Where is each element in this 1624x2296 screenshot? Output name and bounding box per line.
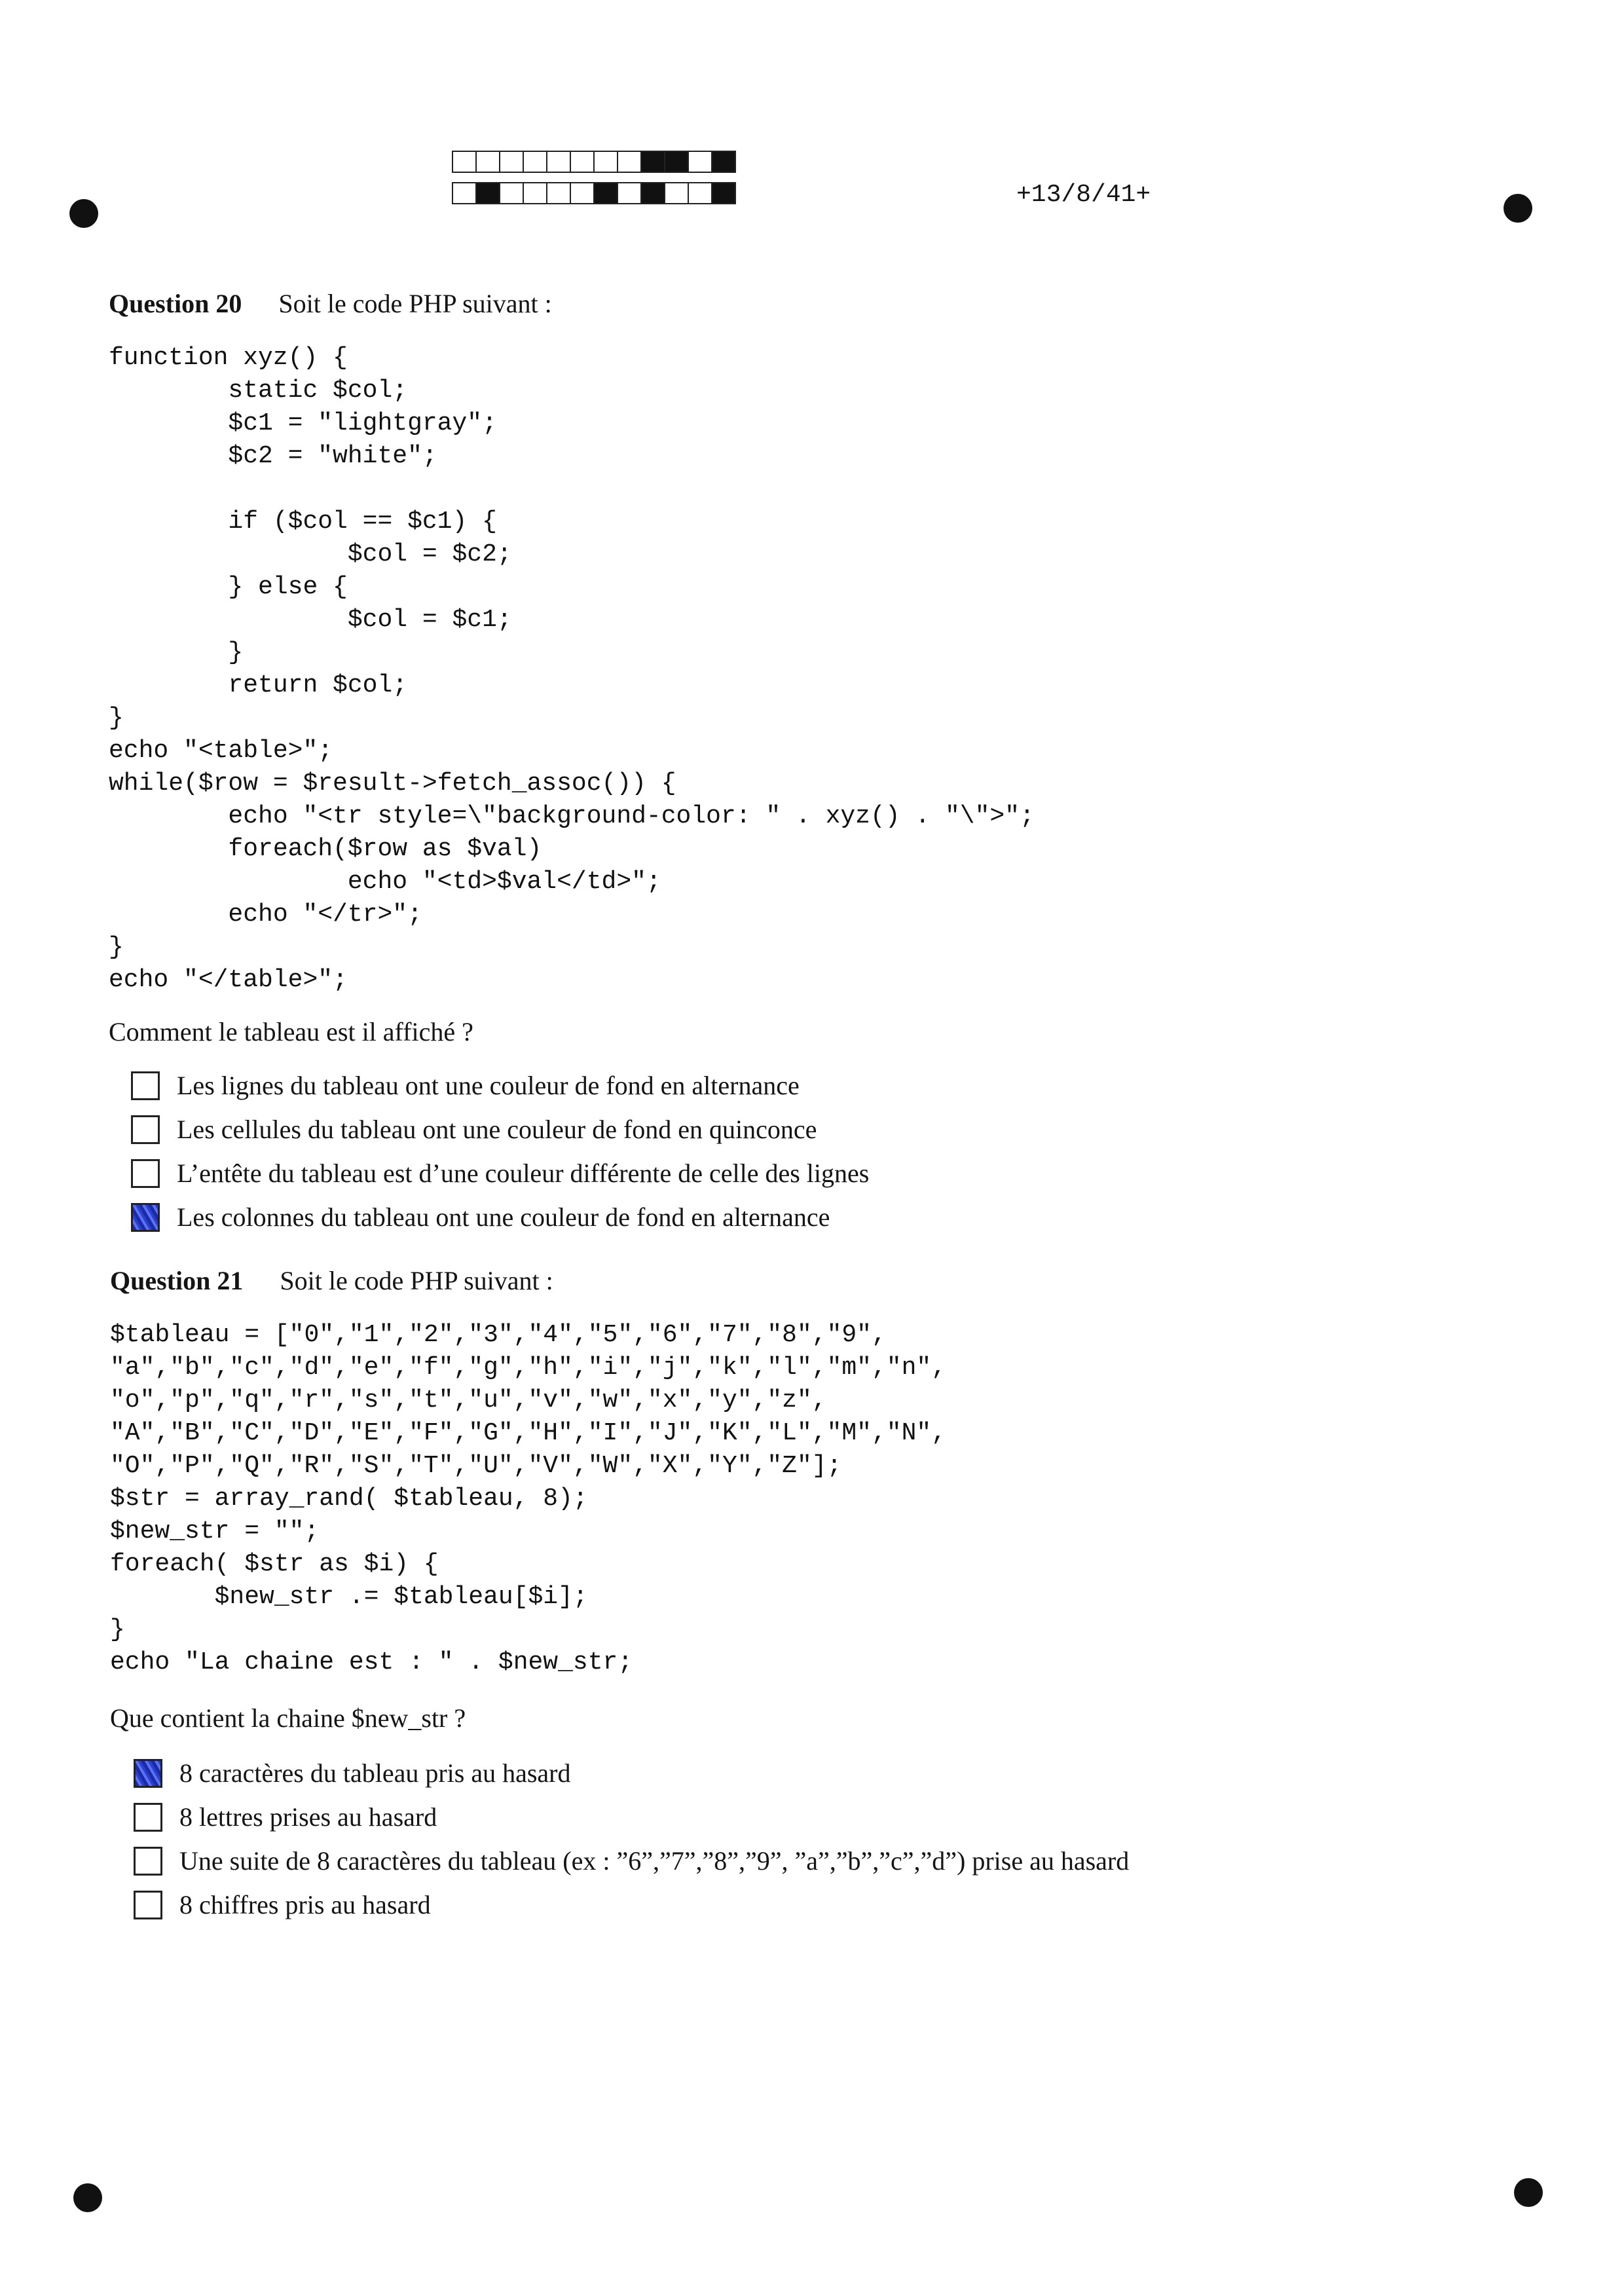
barcode-cell <box>593 151 618 173</box>
corner-mark-bottom-right <box>1514 2178 1543 2207</box>
checkbox[interactable] <box>134 1803 162 1832</box>
barcode-cell <box>640 182 665 204</box>
barcode-row <box>452 151 735 173</box>
barcode-cell <box>452 182 477 204</box>
answer-option[interactable] <box>131 1195 869 1239</box>
barcode-cell <box>711 182 736 204</box>
barcode-cell <box>593 182 618 204</box>
barcode-cell <box>711 151 736 173</box>
barcode-cell <box>499 182 524 204</box>
question-intro: Soit le code PHP suivant : <box>278 289 552 318</box>
question-prompt: Comment le tableau est il affiché ? <box>109 1017 473 1046</box>
barcode-cell <box>688 151 712 173</box>
barcode-cell <box>617 182 642 204</box>
checkbox[interactable] <box>134 1847 162 1876</box>
answer-label: Les lignes du tableau ont une couleur de fond en alternance <box>177 1071 800 1100</box>
answer-label: L’entête du tableau est d’une couleur différente de celle des lignes <box>177 1158 870 1188</box>
answer-list <box>131 1064 869 1239</box>
barcode-cell <box>523 182 547 204</box>
code-block: function xyz() { static $col; $c1 = "lightgray"; $c2 = "white"; if ($col == $c1) { $col = $c2; } else { $col = $c1; } return $col; } echo "<table>"; while($row = $result->fetch_assoc()) { echo "<tr style=\"background-color: " . xyz() . "\">"; foreach($row as $val) echo "<td>$val</td>"; echo "</tr>"; } echo "</table>"; <box>109 344 1035 994</box>
barcode-row <box>452 182 735 204</box>
checkbox[interactable] <box>131 1071 160 1100</box>
barcode-cell <box>640 151 665 173</box>
barcode-cell <box>688 182 712 204</box>
barcode-cell <box>664 182 689 204</box>
barcode-cell <box>617 151 642 173</box>
answer-list <box>134 1751 1129 1927</box>
answer-option[interactable] <box>131 1107 869 1151</box>
answer-option[interactable] <box>134 1795 1129 1839</box>
answer-label: 8 chiffres pris au hasard <box>179 1890 431 1919</box>
checkbox[interactable] <box>131 1203 160 1232</box>
barcode-cell <box>546 182 571 204</box>
answer-label: Les colonnes du tableau ont une couleur de fond en alternance <box>177 1202 830 1232</box>
barcode-cell <box>664 151 689 173</box>
answer-label: 8 lettres prises au hasard <box>179 1802 437 1832</box>
barcode-cell <box>570 182 595 204</box>
corner-mark-bottom-left <box>73 2183 102 2212</box>
checkbox[interactable] <box>134 1891 162 1919</box>
code-block: $tableau = ["0","1","2","3","4","5","6","7","8","9", "a","b","c","d","e","f","g","h","i","j","k","l","m","n", "o","p","q","r","s","t","u","v","w","x","y","z", "A","B","C","D","E","F","G","H","I","J","K","L","M","N", "O","P","Q","R","S","T","U","V","W","X","Y","Z"]; $str = array_rand( $tableau, 8); $new_str = ""; foreach( $str as $i) { $new_str .= $tableau[$i]; } echo "La chaine est : " . $new_str; <box>110 1321 947 1676</box>
barcode-cell <box>475 151 500 173</box>
question-header <box>110 1265 553 1296</box>
checkbox[interactable] <box>131 1159 160 1188</box>
barcode-cell <box>523 151 547 173</box>
page-id: +13/8/41+ <box>1016 181 1151 209</box>
question-intro: Soit le code PHP suivant : <box>280 1266 553 1295</box>
answer-label: 8 caractères du tableau pris au hasard <box>179 1758 571 1788</box>
answer-option[interactable] <box>134 1751 1129 1795</box>
answer-option[interactable] <box>131 1064 869 1107</box>
barcode-cell <box>475 182 500 204</box>
answer-label: Une suite de 8 caractères du tableau (ex : ”6”,”7”,”8”,”9”, ”a”,”b”,”c”,”d”) prise au hasard <box>179 1846 1130 1876</box>
answer-option[interactable] <box>134 1839 1129 1883</box>
answer-option[interactable] <box>131 1151 869 1195</box>
barcode-cell <box>570 151 595 173</box>
corner-mark-top-right <box>1504 194 1532 223</box>
checkbox[interactable] <box>134 1759 162 1788</box>
barcode-cell <box>499 151 524 173</box>
question-prompt: Que contient la chaine $new_str ? <box>110 1703 466 1733</box>
answer-label: Les cellules du tableau ont une couleur de fond en quinconce <box>177 1115 817 1144</box>
barcode-cell <box>452 151 477 173</box>
question-number: Question 20 <box>109 289 242 318</box>
corner-mark-top-left <box>69 199 98 228</box>
checkbox[interactable] <box>131 1115 160 1144</box>
barcode-cell <box>546 151 571 173</box>
answer-option[interactable] <box>134 1883 1129 1927</box>
question-header <box>109 288 552 319</box>
question-number: Question 21 <box>110 1266 244 1295</box>
